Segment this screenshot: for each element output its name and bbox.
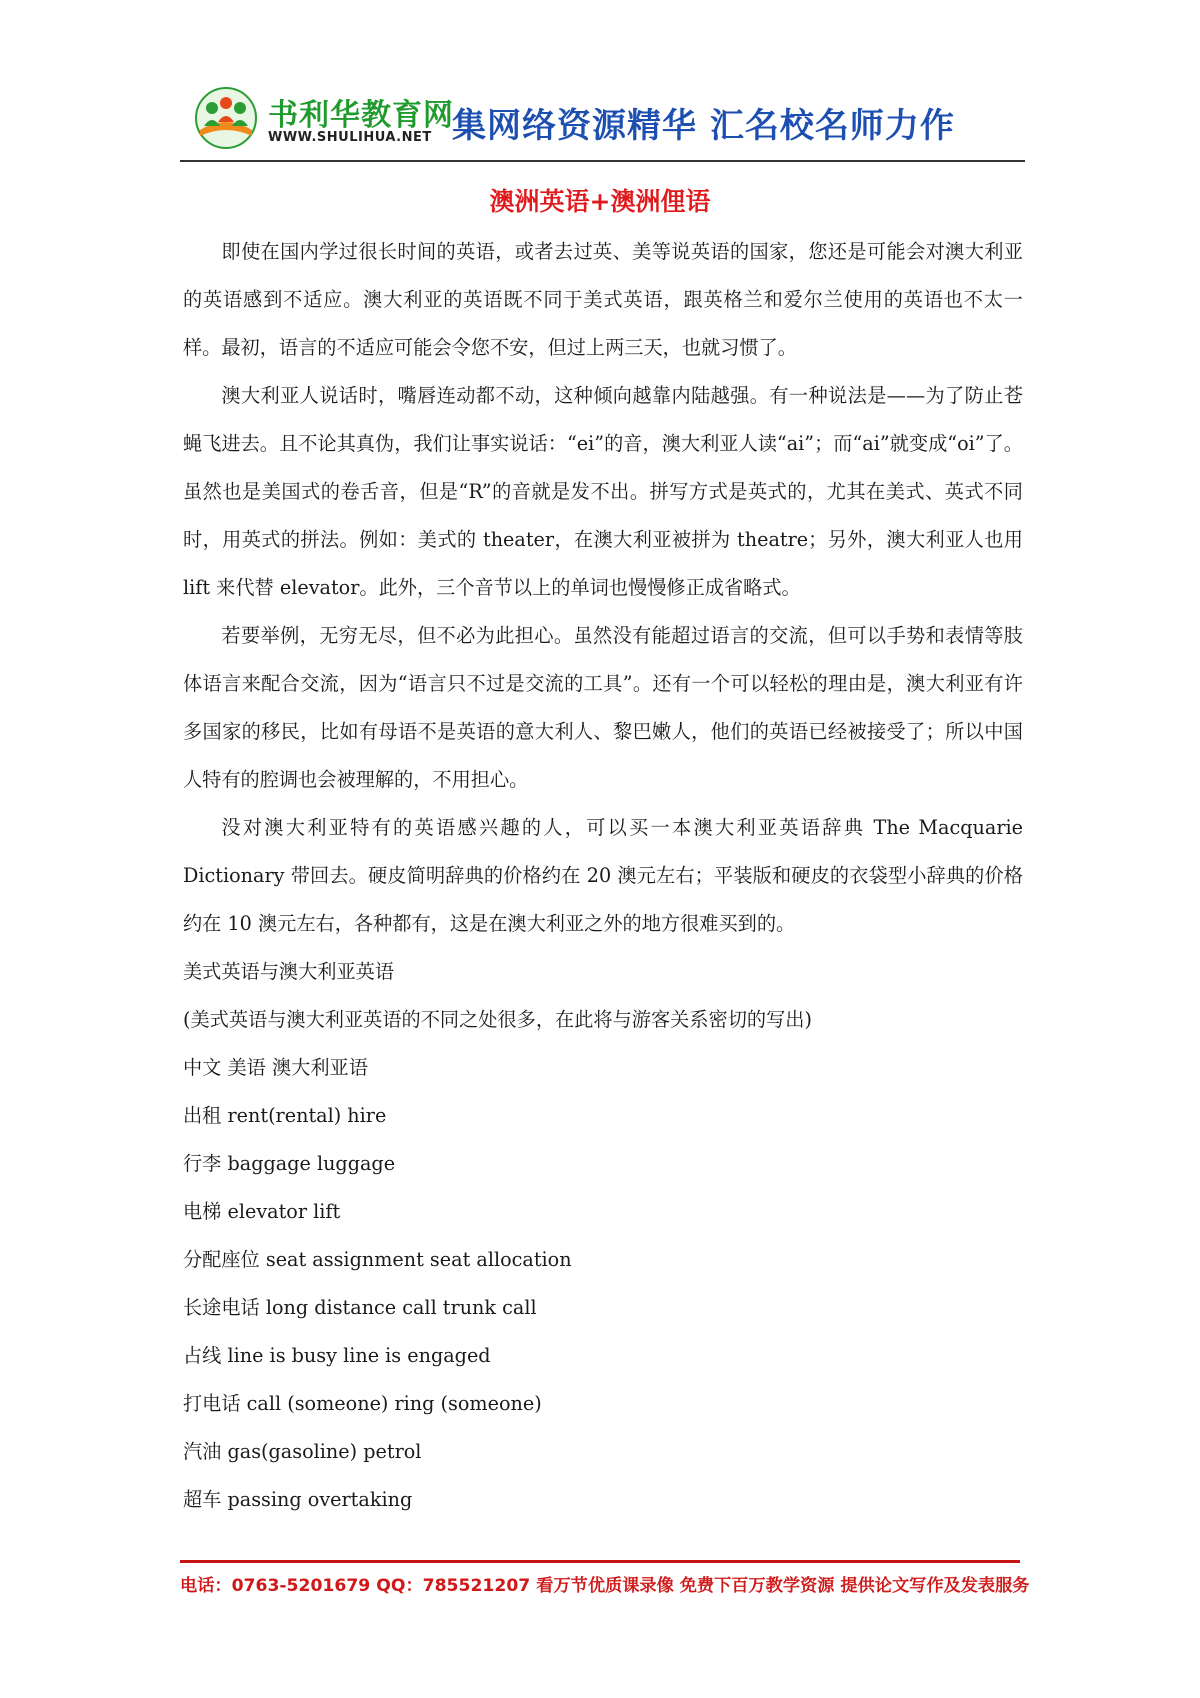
vocab-line: 行李 baggage luggage — [183, 1152, 396, 1175]
document-title: 澳洲英语+澳洲俚语 — [489, 187, 711, 216]
vocab-header-row: 中文 美语 澳大利亚语 — [183, 1056, 368, 1079]
footer-contact-banner: 电话：0763-5201679 QQ：785521207 看万节优质课录像 免费下百万教学资源 提供论文写作及发表服务 — [180, 1576, 1030, 1596]
paragraph: 澳大利亚人说话时，嘴唇连动都不动，这种倾向越靠内陆越强。有一种说法是——为了防止苍蝇飞进去。且不论其真伪，我们让事实说话：“ei”的音，澳大利亚人读“ai”；而“ai”就变成“oi”了。虽然也是美国式的卷舌音，但是“R”的音就是发不出。拼写方式是英式的，尤其在美式、英式不同时，用英式的拼法。例如：美式的 theater，在澳大利亚被拼为 theatre；另外，澳大利亚人也用 lift 来代替 elevator。此外，三个音节以上的单词也慢慢修正成省略式。 — [183, 384, 1023, 599]
header-slogan: 集网络资源精华 汇名校名师力作 — [452, 106, 955, 146]
vocab-line: 电梯 elevator lift — [183, 1200, 341, 1223]
paragraph: 没对澳大利亚特有的英语感兴趣的人，可以买一本澳大利亚英语辞典 The Macquarie Dictionary 带回去。硬皮简明辞典的价格约在 20 澳元左右；平装版和硬皮的衣袋型小辞典的价格约在 10 澳元左右，各种都有，这是在澳大利亚之外的地方很难买到的。 — [183, 816, 1023, 935]
vocab-line: 分配座位 seat assignment seat allocation — [183, 1248, 572, 1271]
vocab-line: 超车 passing overtaking — [183, 1488, 413, 1511]
section-heading: 美式英语与澳大利亚英语 — [183, 960, 395, 983]
page-header — [180, 80, 1030, 160]
brand-url: WWW.SHULIHUA.NET — [268, 130, 432, 145]
paragraph: 若要举例，无穷无尽，但不必为此担心。虽然没有能超过语言的交流，但可以手势和表情等肢体语言来配合交流，因为“语言只不过是交流的工具”。还有一个可以轻松的理由是，澳大利亚有许多国家的移民，比如有母语不是英语的意大利人、黎巴嫩人，他们的英语已经被接受了；所以中国人特有的腔调也会被理解的，不用担心。 — [183, 624, 1023, 791]
vocab-line: 占线 line is busy line is engaged — [183, 1344, 491, 1367]
header-divider — [180, 160, 1025, 162]
vocab-line: 打电话 call (someone) ring (someone) — [183, 1392, 542, 1415]
vocab-line: 出租 rent(rental) hire — [183, 1104, 387, 1127]
paragraph: 即使在国内学过很长时间的英语，或者去过英、美等说英语的国家，您还是可能会对澳大利亚的英语感到不适应。澳大利亚的英语既不同于美式英语，跟英格兰和爱尔兰使用的英语也不太一样。最初，语言的不适应可能会令您不安，但过上两三天，也就习惯了。 — [183, 240, 1023, 359]
section-note: (美式英语与澳大利亚英语的不同之处很多，在此将与游客关系密切的写出) — [183, 1008, 812, 1031]
footer-divider — [180, 1560, 1020, 1563]
document-body — [183, 228, 1023, 1524]
shulihua-logo-icon — [194, 86, 258, 150]
vocab-line: 长途电话 long distance call trunk call — [183, 1296, 537, 1319]
vocab-line: 汽油 gas(gasoline) petrol — [183, 1440, 422, 1463]
brand-name: 书利华教育网 — [268, 98, 454, 133]
